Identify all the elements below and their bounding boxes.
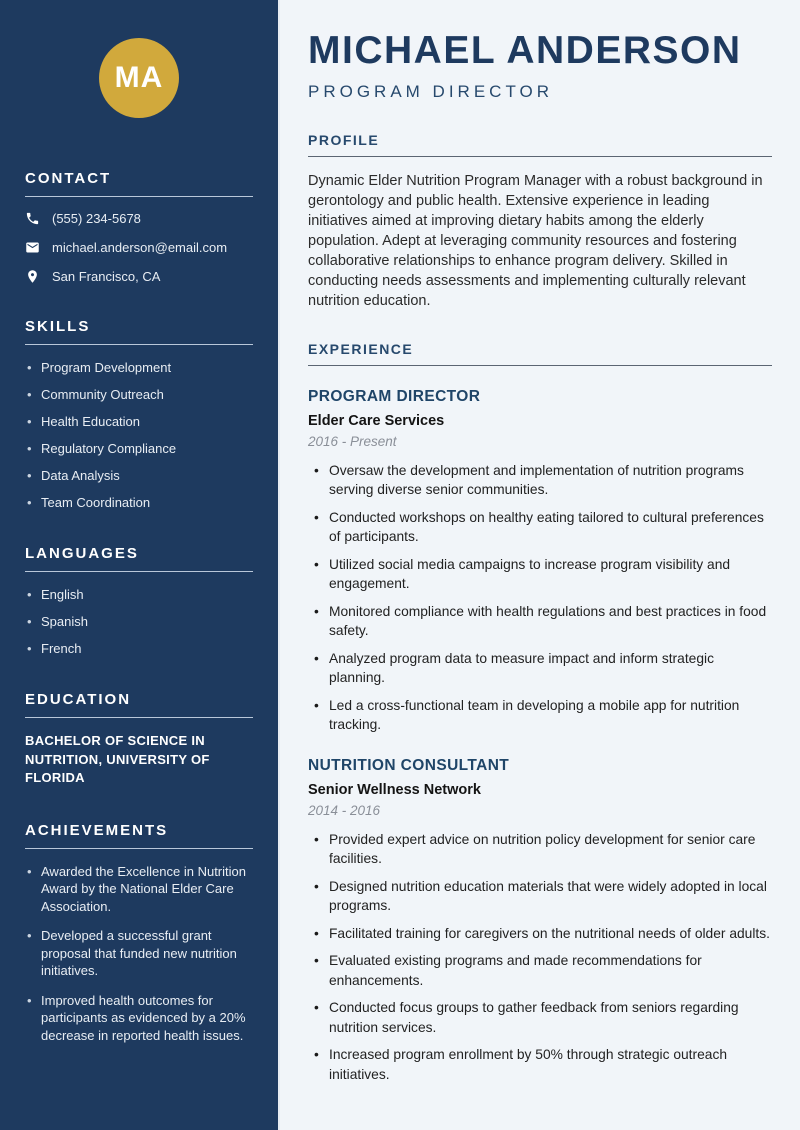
location-icon xyxy=(25,269,40,284)
job-bullet: • Led a cross-functional team in developing a mobile app for nutrition tracking. xyxy=(308,696,772,735)
job-bullet: • Analyzed program data to measure impact and inform strategic planning. xyxy=(308,649,772,688)
skill-item: • Program Development xyxy=(25,359,253,376)
job-entry-2 xyxy=(308,757,772,1085)
job-bullet: • Increased program enrollment by 50% through strategic outreach initiatives. xyxy=(308,1045,772,1084)
achievement-item: • Developed a successful grant proposal that funded new nutrition initiatives. xyxy=(25,927,253,980)
page-title: MICHAEL ANDERSON xyxy=(308,29,742,72)
phone-icon xyxy=(25,211,40,226)
contact-email-row xyxy=(25,240,253,255)
language-item: • French xyxy=(25,640,253,657)
profile-section xyxy=(308,132,772,311)
contact-heading: CONTACT xyxy=(25,170,253,197)
job-dates: 2014 - 2016 xyxy=(308,802,381,818)
skill-item: • Data Analysis xyxy=(25,467,253,484)
job-dates: 2016 - Present xyxy=(308,433,397,449)
contact-phone-text: (555) 234-5678 xyxy=(52,211,141,226)
job-bullet-list xyxy=(308,461,772,735)
job-title: NUTRITION CONSULTANT xyxy=(308,756,510,774)
job-bullet: • Facilitated training for caregivers on the nutritional needs of older adults. xyxy=(308,924,772,944)
contact-email-text: michael.anderson@email.com xyxy=(52,240,228,255)
job-bullet: • Designed nutrition education materials that were widely adopted in local programs. xyxy=(308,877,772,916)
languages-list xyxy=(25,586,253,657)
email-icon xyxy=(25,240,40,255)
skill-item: • Team Coordination xyxy=(25,494,253,511)
job-company: Elder Care Services xyxy=(308,412,445,429)
job-bullet: • Monitored compliance with health regulations and best practices in food safety. xyxy=(308,602,772,641)
contact-location-text: San Francisco, CA xyxy=(52,269,161,284)
job-title: PROGRAM DIRECTOR xyxy=(308,387,481,405)
education-section xyxy=(25,691,253,788)
job-bullet: • Conducted workshops on healthy eating tailored to cultural preferences of participants. xyxy=(308,508,772,547)
job-bullet: • Conducted focus groups to gather feedback from seniors regarding nutrition services. xyxy=(308,998,772,1037)
language-item: • English xyxy=(25,586,253,603)
contact-phone-row xyxy=(25,211,253,226)
achievement-item: • Improved health outcomes for participants as evidenced by a 20% decrease in reported health issues. xyxy=(25,992,253,1045)
job-bullet: • Oversaw the development and implementation of nutrition programs serving diverse senior communities. xyxy=(308,461,772,500)
job-company: Senior Wellness Network xyxy=(308,781,481,798)
skills-heading: SKILLS xyxy=(25,318,253,345)
contact-section xyxy=(25,170,253,284)
job-bullet: • Utilized social media campaigns to increase program visibility and engagement. xyxy=(308,555,772,594)
experience-section xyxy=(308,341,772,1085)
avatar-initials: MA xyxy=(114,61,164,94)
job-subtitle: PROGRAM DIRECTOR xyxy=(308,81,554,101)
profile-heading: PROFILE xyxy=(308,132,772,157)
experience-heading: EXPERIENCE xyxy=(308,341,772,366)
sidebar xyxy=(0,0,280,1130)
job-bullet: • Provided expert advice on nutrition policy development for senior care facilities. xyxy=(308,830,772,869)
skills-list xyxy=(25,359,253,511)
languages-heading: LANGUAGES xyxy=(25,545,253,572)
skill-item: • Health Education xyxy=(25,413,253,430)
job-bullet: • Evaluated existing programs and made recommendations for enhancements. xyxy=(308,951,772,990)
main-content xyxy=(280,0,800,1130)
avatar xyxy=(99,38,179,118)
achievement-item: • Awarded the Excellence in Nutrition Award by the National Elder Care Association. xyxy=(25,863,253,916)
skill-item: • Community Outreach xyxy=(25,386,253,403)
achievements-list xyxy=(25,863,253,1045)
achievements-section xyxy=(25,822,253,1045)
education-heading: EDUCATION xyxy=(25,691,253,718)
achievements-heading: ACHIEVEMENTS xyxy=(25,822,253,849)
contact-location-row xyxy=(25,269,253,284)
skill-item: • Regulatory Compliance xyxy=(25,440,253,457)
languages-section xyxy=(25,545,253,657)
profile-text: Dynamic Elder Nutrition Program Manager with a robust background in gerontology and public health. Extensive experience in leading initiatives aimed at improving dietary habits among the elderly population. Adept at leveraging community resources and fostering collaborative relationships to enhance program delivery. Skilled in conducting needs assessments and implementing culturally relevant nutrition education. xyxy=(308,172,763,309)
language-item: • Spanish xyxy=(25,613,253,630)
education-degree: BACHELOR OF SCIENCE IN NUTRITION, UNIVERSITY OF FLORIDA xyxy=(25,733,210,785)
skills-section xyxy=(25,318,253,511)
job-entry-1 xyxy=(308,388,772,735)
job-bullet-list xyxy=(308,830,772,1085)
